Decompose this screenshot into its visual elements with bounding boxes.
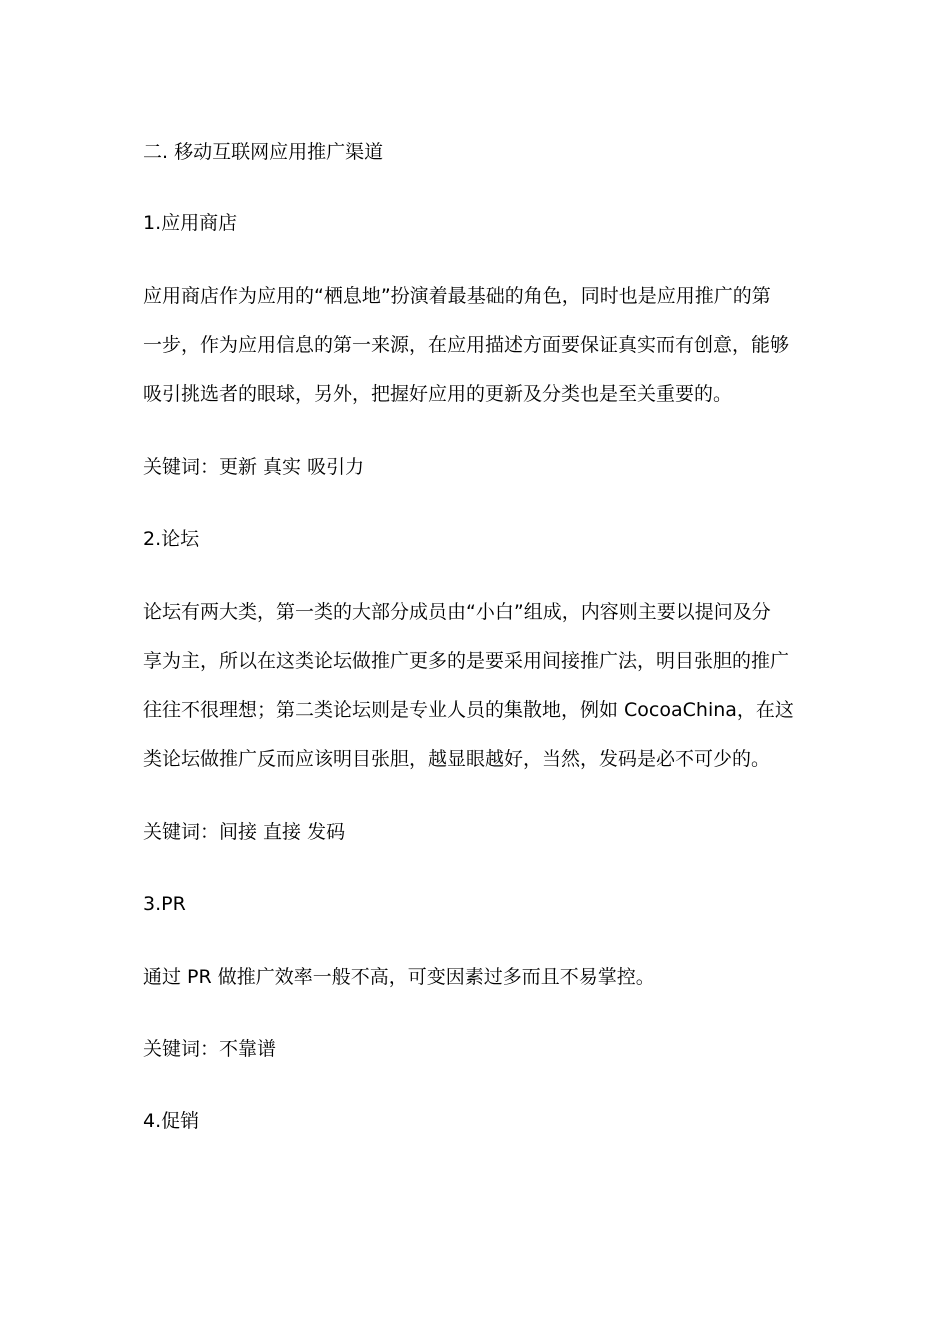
section-title: 二. 移动互联网应用推广渠道	[143, 141, 384, 163]
paragraph-line: 应用商店作为应用的“栖息地”扮演着最基础的角色，同时也是应用推广的第	[143, 285, 771, 307]
paragraph-line: 往往不很理想；第二类论坛则是专业人员的集散地，例如 CocoaChina，在这	[143, 699, 794, 721]
heading-promotion: 4.促销	[143, 1110, 200, 1132]
paragraph-line: 类论坛做推广反而应该明目张胆，越显眼越好，当然，发码是必不可少的。	[143, 748, 771, 770]
paragraph-line: 吸引挑选者的眼球，另外，把握好应用的更新及分类也是至关重要的。	[143, 383, 733, 405]
heading-forum: 2.论坛	[143, 528, 200, 550]
keywords-forum: 关键词：间接 直接 发码	[143, 821, 346, 843]
heading-pr: 3.PR	[143, 893, 186, 915]
paragraph-line: 通过 PR 做推广效率一般不高，可变因素过多而且不易掌控。	[143, 966, 655, 988]
heading-app-store: 1.应用商店	[143, 212, 238, 234]
paragraph-line: 论坛有两大类，第一类的大部分成员由“小白”组成，内容则主要以提问及分	[143, 601, 771, 623]
keywords-pr: 关键词：不靠谱	[143, 1038, 277, 1060]
keywords-app-store: 关键词：更新 真实 吸引力	[143, 456, 365, 478]
paragraph-line: 享为主，所以在这类论坛做推广更多的是要采用间接推广法，明目张胆的推广	[143, 650, 790, 672]
paragraph-line: 一步，作为应用信息的第一来源，在应用描述方面要保证真实而有创意，能够	[143, 334, 790, 356]
